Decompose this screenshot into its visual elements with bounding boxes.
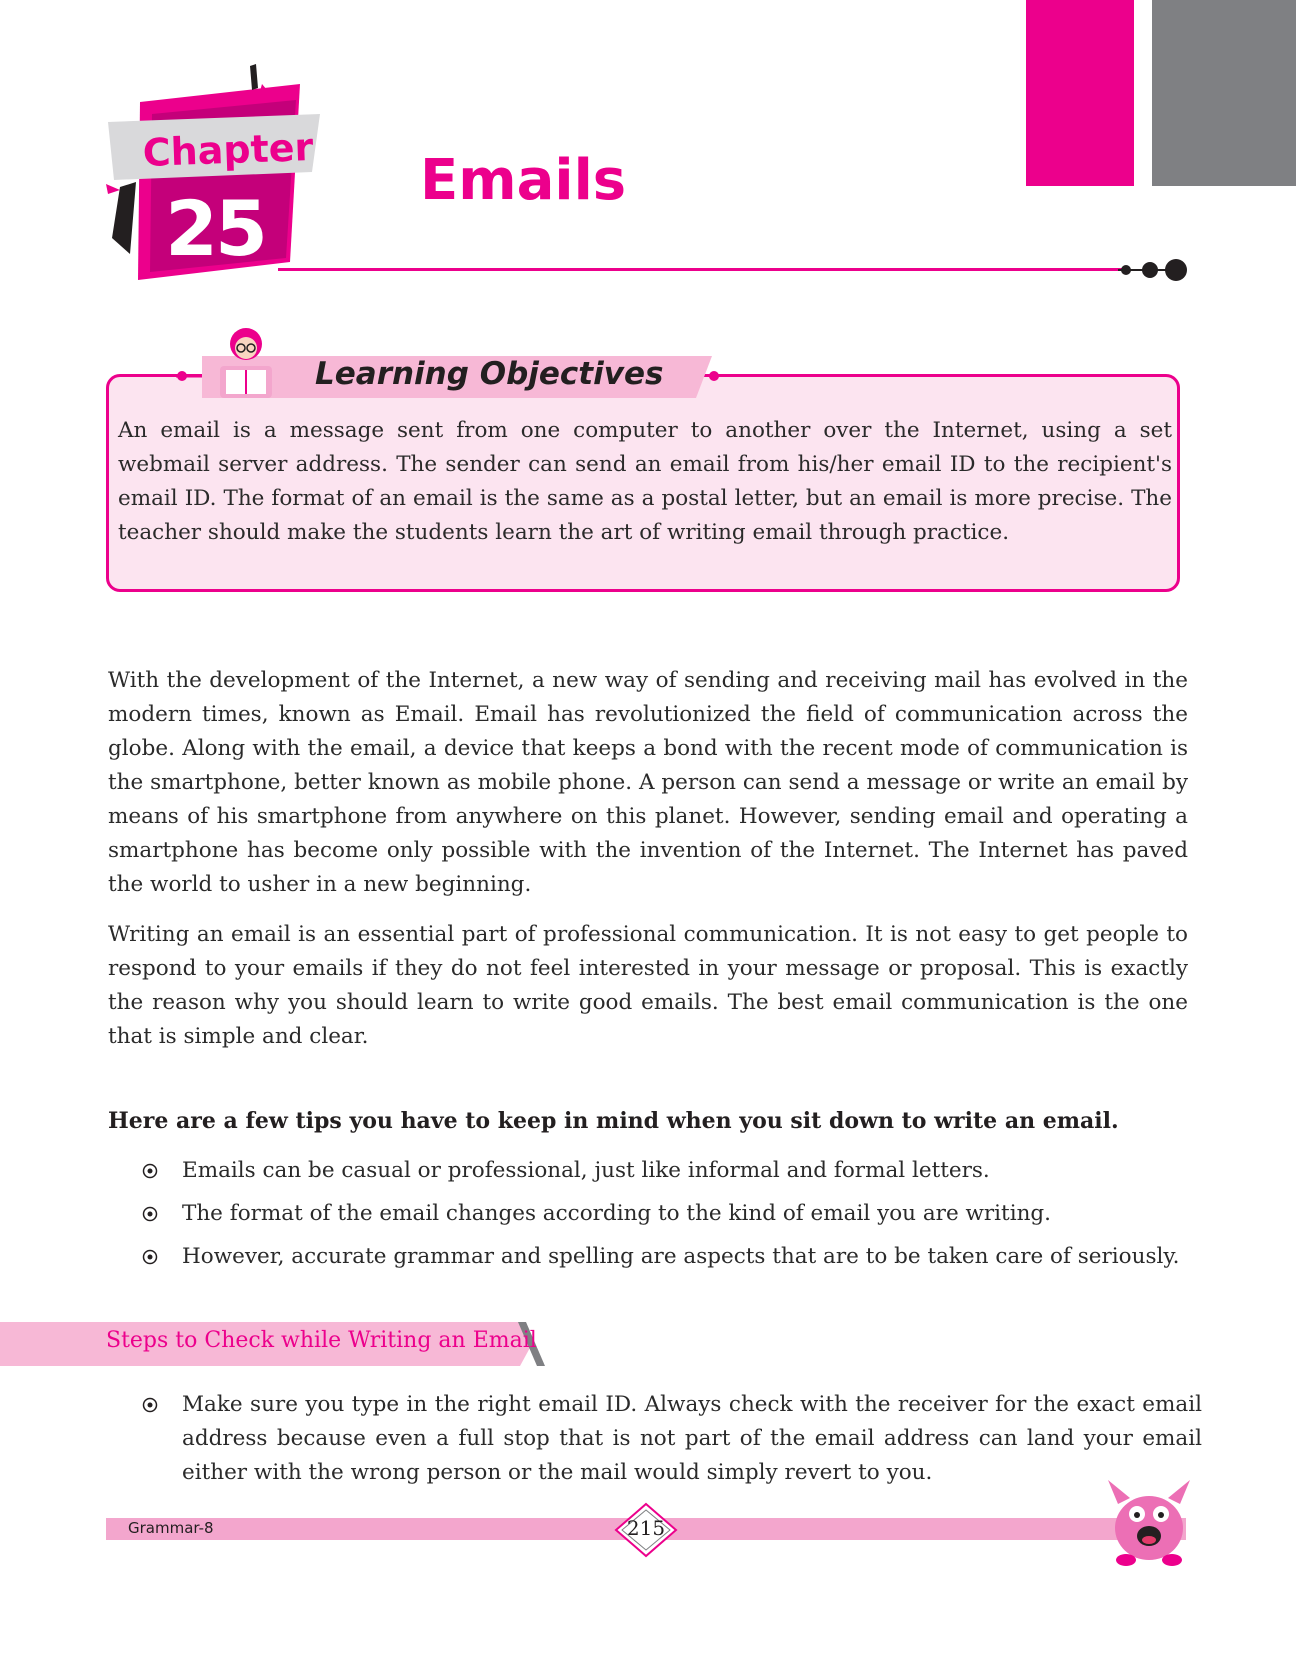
footer-book-title: Grammar-8 <box>128 1519 214 1537</box>
list-item-text: However, accurate grammar and spelling are aspects that are to be taken care of seriously. <box>182 1244 1180 1269</box>
list-item-text: Make sure you type in the right email ID. Always check with the receiver for the exact email address because even a full stop that is not part of the email address can land your email either with the wrong person or the mail would simply revert to you. <box>182 1392 1202 1485</box>
chapter-label: Chapter <box>142 125 314 175</box>
circle-bullet-icon <box>142 1206 158 1222</box>
list-item-text: The format of the email changes according to the kind of email you are writing. <box>182 1201 1052 1226</box>
list-item <box>142 1154 1202 1188</box>
chapter-number: 25 <box>165 184 265 273</box>
second-paragraph: Writing an email is an essential part of professional communication. It is not easy to get people to respond to your emails if they do not feel interested in your message or proposal. This is exactly the reason why you should learn to write good emails. The best email communication is the one that is simple and clear. <box>108 922 1188 1049</box>
tips-heading: Here are a few tips you have to keep in mind when you sit down to write an email. <box>108 1108 1119 1134</box>
decorative-dots <box>1118 258 1190 282</box>
monster-mascot-icon <box>1104 1470 1194 1570</box>
circle-bullet-icon <box>142 1397 158 1413</box>
list-item <box>142 1388 1202 1490</box>
reading-girl-icon <box>210 326 280 404</box>
list-item <box>142 1197 1202 1231</box>
list-item <box>142 1240 1202 1274</box>
learning-objectives-heading: Learning Objectives <box>315 356 664 392</box>
circle-bullet-icon <box>142 1249 158 1265</box>
title-underline <box>278 268 1128 271</box>
steps-list <box>142 1388 1202 1490</box>
tips-list <box>142 1154 1202 1283</box>
list-item-text: Emails can be casual or professional, just like informal and formal letters. <box>182 1158 990 1183</box>
circle-bullet-icon <box>142 1163 158 1179</box>
decorative-bar-gray <box>1152 0 1296 186</box>
page-number: 215 <box>626 1516 666 1540</box>
page-title: Emails <box>420 148 627 213</box>
intro-paragraph: With the development of the Internet, a new way of sending and receiving mail has evolved in the modern times, known as Email. Email has revolutionized the field of communication across the globe. Along with the email, a device that keeps a bond with the recent mode of communication is the smartphone, better known as mobile phone. A person can send a message or write an email by means of his smartphone from anywhere on this planet. However, sending email and operating a smartphone has become only possible with the invention of the Internet. The Internet has paved the world to usher in a new beginning. <box>108 668 1188 897</box>
decorative-bar-pink <box>1026 0 1134 186</box>
steps-heading: Steps to Check while Writing an Email <box>106 1328 537 1353</box>
learning-objectives-text: An email is a message sent from one computer to another over the Internet, using a set webmail server address. The sender can send an email from his/her email ID to the recipient's email ID. The format of an email is the same as a postal letter, but an email is more precise. The teacher should make the students learn the art of writing email through practice. <box>118 418 1172 545</box>
